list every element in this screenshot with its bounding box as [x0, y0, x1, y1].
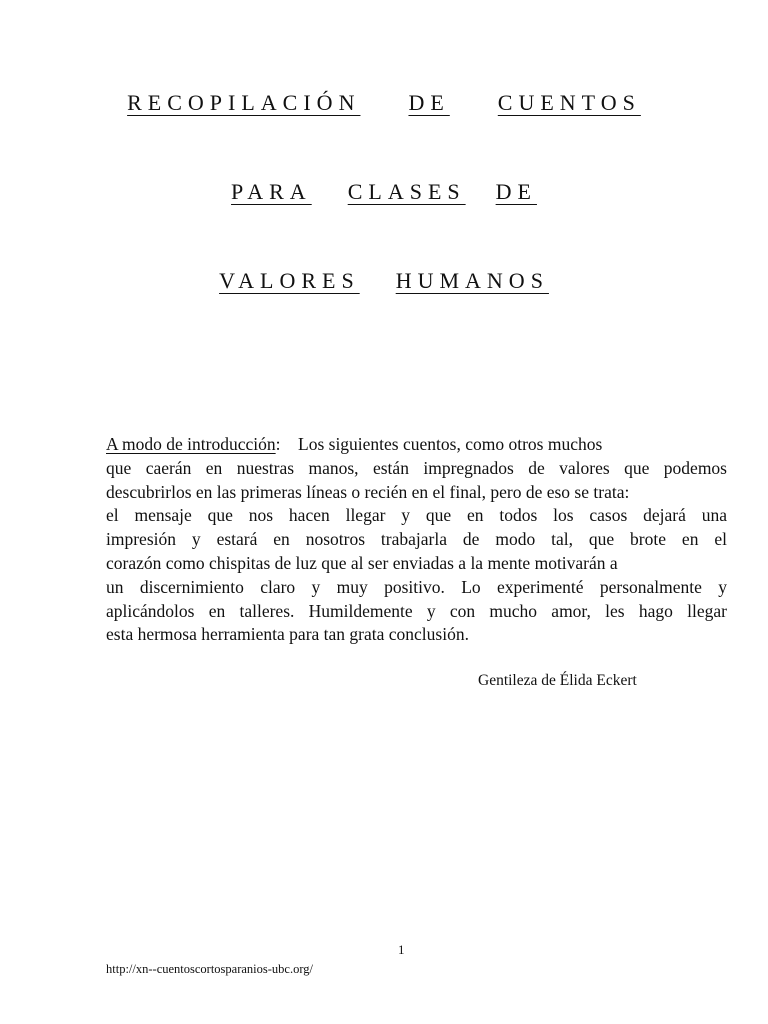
title-word: DE	[495, 179, 537, 204]
title-word: CLASES	[347, 179, 466, 204]
intro-paragraph	[106, 433, 727, 647]
intro-line: el mensaje que nos hacen llegar y que en todos los casos dejará una	[106, 505, 727, 526]
intro-line: aplicándolos en talleres. Humildemente y con mucho amor, les hago llegar	[106, 600, 727, 621]
title-word: DE	[408, 90, 450, 115]
title-line-3	[0, 268, 768, 294]
title-word: CUENTOS	[497, 90, 641, 115]
title-word: VALORES	[219, 268, 360, 293]
intro-line: descubrirlos en las primeras líneas o recién en el final, pero de eso se trata:	[106, 481, 630, 502]
intro-first-line-text: : Los siguientes cuentos, como otros muchos	[275, 434, 603, 454]
intro-line: corazón como chispitas de luz que al ser enviadas a la mente motivarán a	[106, 552, 618, 573]
title-word: PARA	[231, 179, 312, 204]
intro-label: A modo de introducción	[106, 434, 276, 454]
intro-line: un discernimiento claro y muy positivo. Lo experimenté personalmente y	[106, 576, 727, 597]
intro-line: impresión y estará en nosotros trabajarla de modo tal, que brote en el	[106, 529, 727, 550]
title-line-1	[0, 90, 768, 116]
intro-line: que caerán en nuestras manos, están impregnados de valores que podemos	[106, 457, 727, 478]
footer-url[interactable]: http://xn--cuentoscortosparanios-ubc.org/	[106, 962, 314, 976]
page-number: 1	[398, 942, 405, 957]
credit-text: Gentileza de Élida Eckert	[478, 672, 637, 689]
title-word: HUMANOS	[395, 268, 549, 293]
intro-first-line	[106, 433, 727, 457]
title-word: RECOPILACIÓN	[127, 90, 361, 115]
title-line-2	[0, 179, 768, 205]
intro-line: esta hermosa herramienta para tan grata conclusión.	[106, 624, 469, 645]
